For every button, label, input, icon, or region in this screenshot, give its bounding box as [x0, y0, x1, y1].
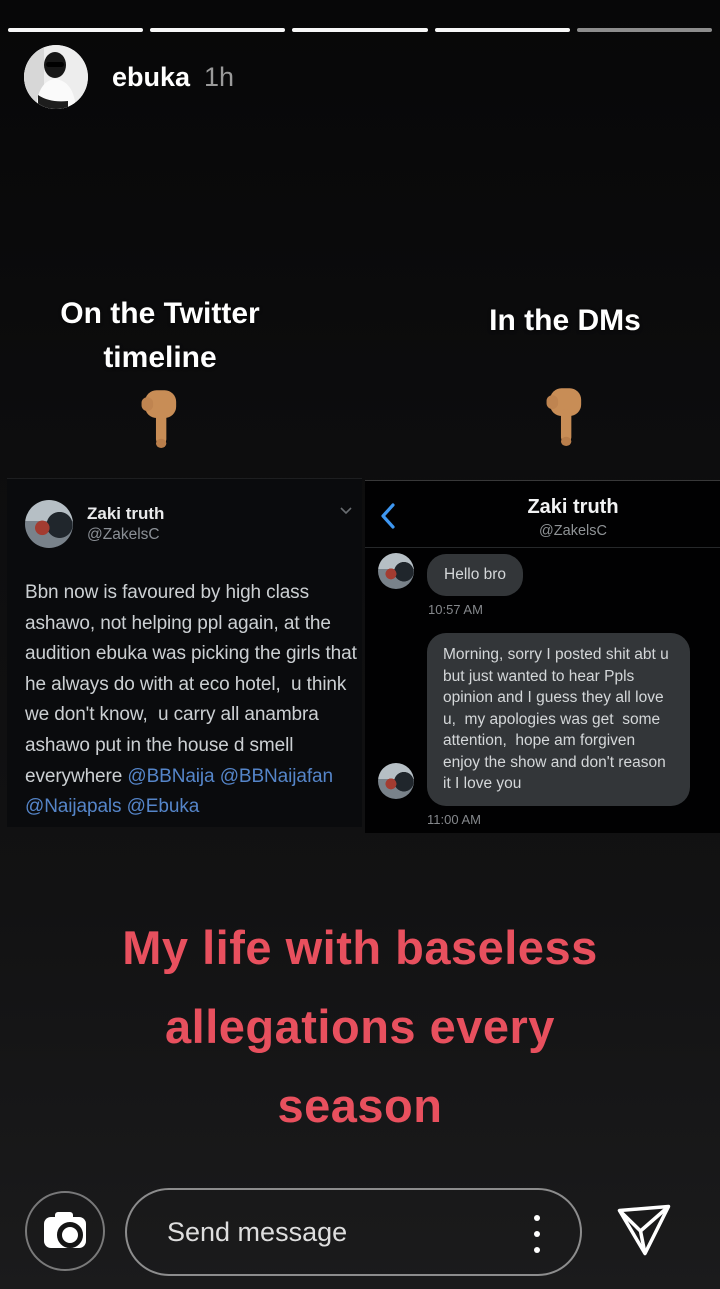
dm-screenshot [365, 480, 720, 833]
chevron-left-icon [377, 501, 399, 531]
avatar-photo [24, 45, 88, 109]
story-author-avatar[interactable] [24, 45, 88, 109]
caption-right: In the DMs [489, 304, 641, 337]
tweet-author-avatar [25, 500, 73, 548]
dm-sender-avatar [378, 553, 414, 589]
direct-share-icon[interactable] [614, 1200, 674, 1260]
progress-segment [435, 28, 570, 32]
dm-header-divider [365, 547, 720, 548]
tweet-text [25, 578, 362, 823]
dm-message-time: 11:00 AM [427, 812, 481, 827]
chevron-down-icon [338, 505, 354, 517]
dm-sender-avatar [378, 763, 414, 799]
progress-segment [292, 28, 427, 32]
camera-button[interactable] [25, 1191, 105, 1271]
story-overlay-text [0, 908, 720, 1145]
tweet-mentions[interactable]: @BBNaija @BBNaijafan @Naijapals @Ebuka [25, 765, 339, 818]
overlay-line2: allegations every [165, 1000, 555, 1053]
tweet-screenshot [7, 478, 362, 827]
tweet-author-handle: @ZakelsC [87, 526, 160, 543]
dm-message-time: 10:57 AM [428, 602, 483, 617]
progress-segment [150, 28, 285, 32]
tweet-body: Bbn now is favoured by high class ashawo, not helping ppl again, at the audition ebuka was picking the girls that he always do with at eco hotel, u think we don't know, u carry all anambra ashawo put in the house d smell everywhere [25, 582, 362, 787]
caption-left-line1: On the Twitter [60, 297, 260, 330]
caption-left [0, 292, 320, 380]
progress-segment [577, 28, 712, 32]
send-message-input[interactable] [125, 1188, 582, 1276]
overlay-line3: season [277, 1079, 443, 1132]
overlay-line1: My life with baseless [122, 921, 598, 974]
dm-contact-handle: @ZakelsC [539, 523, 607, 539]
caption-left-line2: timeline [103, 341, 217, 374]
send-message-placeholder: Send message [167, 1217, 348, 1247]
more-options-icon[interactable] [534, 1215, 540, 1263]
story-progress[interactable] [8, 28, 712, 32]
story-timestamp: 1h [204, 62, 235, 92]
dm-contact-name: Zaki truth [527, 496, 619, 518]
story-author-username[interactable]: ebuka [112, 62, 191, 92]
tweet-author-name: Zaki truth [87, 504, 165, 523]
pointing-down-emoji-left [136, 388, 184, 448]
dm-message-bubble: Morning, sorry I posted shit abt u but just wanted to hear Ppls opinion and I guess they all love u, my apologies was get some attention, hope am forgiven enjoy the show and don't reason it I love you [427, 633, 690, 806]
dm-message-bubble: Hello bro [427, 554, 523, 596]
progress-segment [8, 28, 143, 32]
pointing-down-emoji-right [541, 386, 589, 446]
